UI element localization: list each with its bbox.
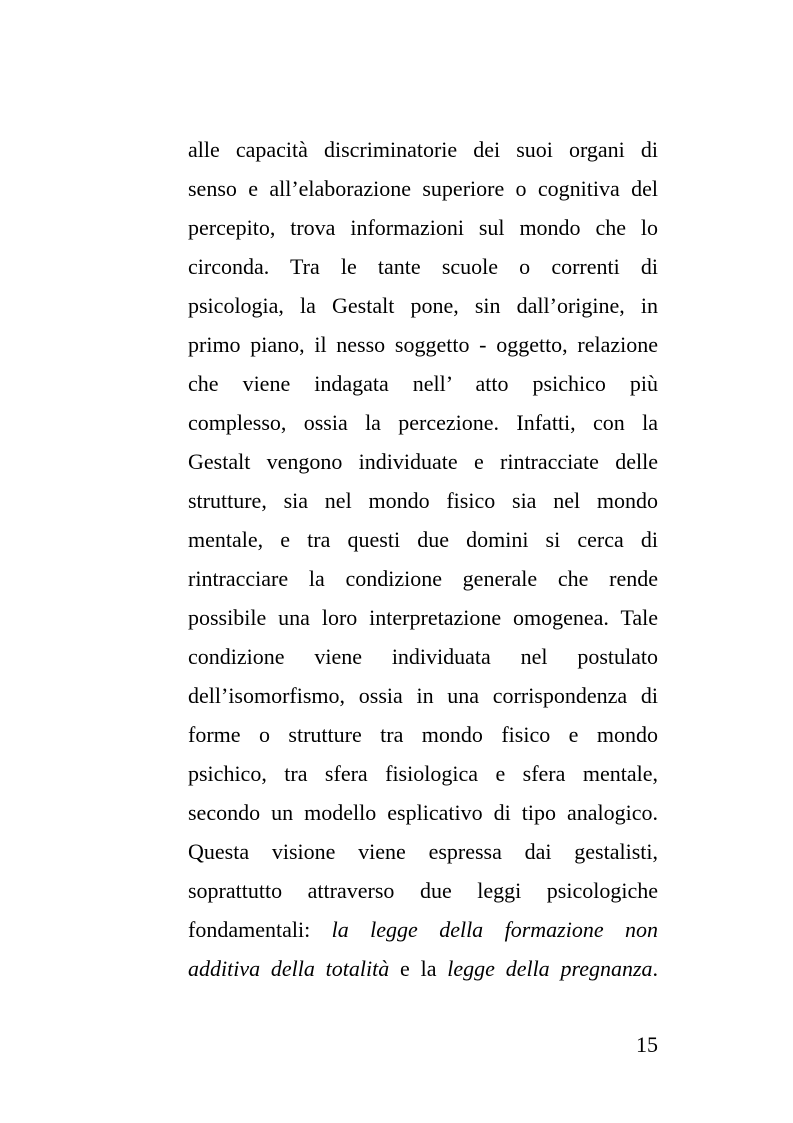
italic-phrase: legge della pregnanza bbox=[447, 956, 653, 981]
text-line: soprattutto attraverso due leggi psicologiche bbox=[188, 878, 658, 903]
text-line-mixed bbox=[188, 910, 658, 949]
text-line: psicologia, la Gestalt pone, sin dall’origine, in bbox=[188, 293, 658, 318]
text-line-mixed bbox=[188, 949, 658, 988]
text-line: dell’isomorfismo, ossia in una corrispondenza di bbox=[188, 683, 658, 708]
page-number: 15 bbox=[636, 1032, 658, 1057]
text-line: forme o strutture tra mondo fisico e mondo bbox=[188, 722, 658, 747]
text-line: che viene indagata nell’ atto psichico più bbox=[188, 371, 658, 396]
text-line: alle capacità discriminatorie dei suoi organi di bbox=[188, 137, 658, 162]
text-line: secondo un modello esplicativo di tipo analogico. bbox=[188, 800, 658, 825]
text-line: percepito, trova informazioni sul mondo che lo bbox=[188, 215, 658, 240]
text-line: rintracciare la condizione generale che rende bbox=[188, 566, 658, 591]
text-line: Gestalt vengono individuate e rintracciate delle bbox=[188, 449, 658, 474]
text-line: complesso, ossia la percezione. Infatti, con la bbox=[188, 410, 658, 435]
italic-phrase: additiva della totalità bbox=[188, 956, 390, 981]
text-line: strutture, sia nel mondo fisico sia nel mondo bbox=[188, 488, 658, 513]
text-line: Questa visione viene espressa dai gestalisti, bbox=[188, 839, 658, 864]
italic-phrase: la legge della formazione non bbox=[331, 917, 659, 942]
text-segment: e la bbox=[400, 956, 437, 981]
text-segment: . bbox=[652, 956, 659, 981]
text-line: mentale, e tra questi due domini si cerca di bbox=[188, 527, 658, 552]
text-line: primo piano, il nesso soggetto - oggetto, relazione bbox=[188, 332, 658, 357]
text-line: senso e all’elaborazione superiore o cognitiva del bbox=[188, 176, 658, 201]
text-line: circonda. Tra le tante scuole o correnti di bbox=[188, 254, 658, 279]
body-text bbox=[188, 130, 658, 988]
text-line: possibile una loro interpretazione omogenea. Tale bbox=[188, 605, 658, 630]
text-line: condizione viene individuata nel postulato bbox=[188, 644, 658, 669]
text-segment: fondamentali: bbox=[188, 917, 311, 942]
text-line: psichico, tra sfera fisiologica e sfera mentale, bbox=[188, 761, 658, 786]
